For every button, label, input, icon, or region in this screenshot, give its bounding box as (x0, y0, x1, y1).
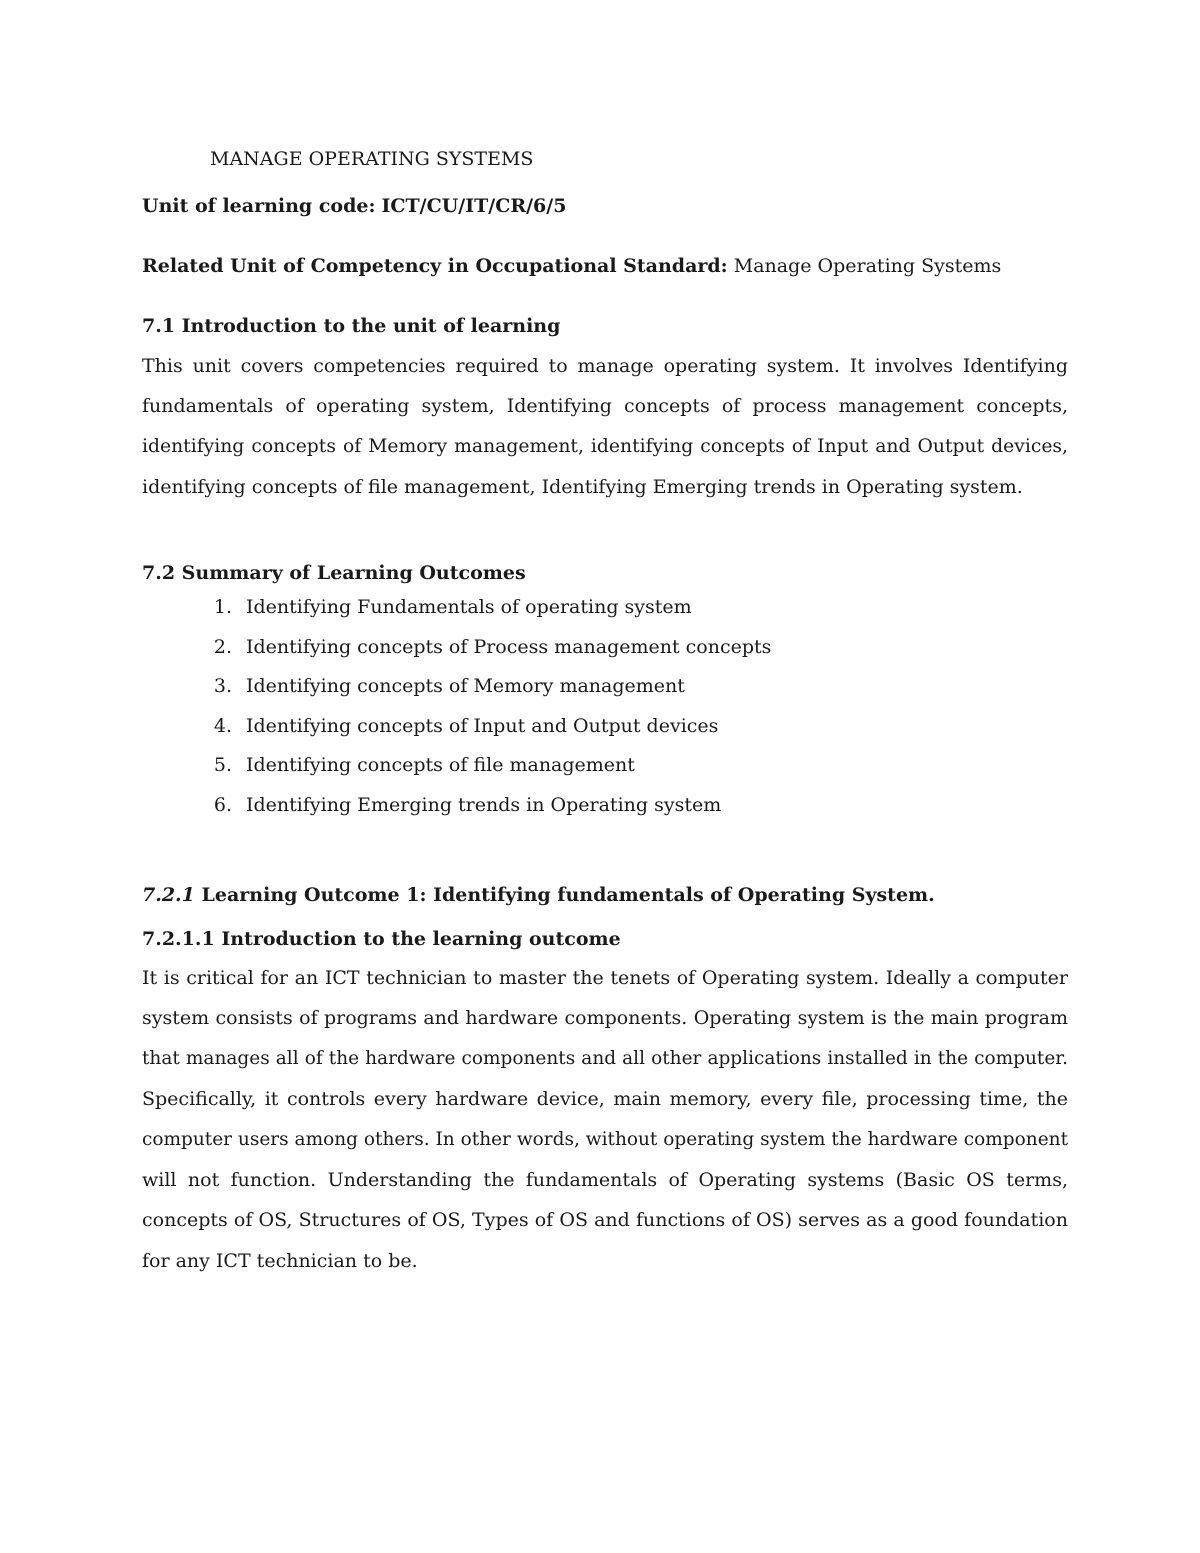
related-unit-label: Related Unit of Competency in Occupational Standard: (142, 255, 728, 277)
section-7-2-1-1-heading: 7.2.1.1 Introduction to the learning outcome (142, 928, 621, 950)
unit-code-line (142, 195, 566, 217)
list-item-text: Identifying concepts of file management (246, 754, 635, 777)
section-7-2-1-1-paragraph (142, 958, 1068, 1281)
list-item-text: Identifying Fundamentals of operating system (246, 596, 692, 618)
unit-code-value: ICT/CU/IT/CR/6/5 (381, 195, 567, 217)
list-item-number: 5. (213, 754, 232, 777)
paragraph-line: It is critical for an ICT technician to master the tenets of Operating system. Ideally a computer (142, 967, 1068, 989)
list-item-number: 2. (213, 635, 232, 658)
paragraph-line: that manages all of the hardware components and all other applications installed in the computer. (142, 1047, 1068, 1069)
section-7-2-heading: 7.2 Summary of Learning Outcomes (142, 562, 526, 584)
paragraph-line: fundamentals of operating system, Identifying concepts of process management concepts, (142, 395, 1068, 418)
related-unit-value: Manage Operating Systems (733, 255, 1002, 277)
paragraph-line: concepts of OS, Structures of OS, Types of OS and functions of OS) serves as a good foundation (142, 1209, 1068, 1232)
list-item-number: 3. (213, 675, 232, 698)
list-item-number: 1. (213, 596, 232, 618)
document-title: MANAGE OPERATING SYSTEMS (210, 148, 534, 170)
list-item-text: Identifying concepts of Process management concepts (246, 635, 772, 658)
paragraph-line: identifying concepts of file management, Identifying Emerging trends in Operating system. (142, 476, 1023, 499)
paragraph-line: This unit covers competencies required to manage operating system. It involves Identifying (142, 355, 1068, 377)
unit-code-label: Unit of learning code: (142, 195, 376, 217)
paragraph-line: identifying concepts of Memory management, identifying concepts of Input and Output devices, (142, 435, 1068, 457)
list-item-number: 6. (213, 793, 232, 816)
section-7-2-1-title: Learning Outcome 1: Identifying fundamentals of Operating System. (201, 884, 935, 906)
list-item-text: Identifying Emerging trends in Operating system (246, 793, 722, 816)
paragraph-line: Specifically, it controls every hardware device, main memory, every file, processing time, the (142, 1088, 1068, 1111)
paragraph-line: system consists of programs and hardware components. Operating system is the main program (142, 1007, 1068, 1030)
paragraph-line: for any ICT technician to be. (142, 1249, 418, 1272)
document-page (142, 0, 1068, 1553)
section-7-2-1-number: 7.2.1 (142, 884, 195, 906)
section-7-1-paragraph (142, 346, 1068, 508)
related-unit-line (142, 255, 1001, 277)
paragraph-line: will not function. Understanding the fundamentals of Operating systems (Basic OS terms, (142, 1168, 1068, 1191)
list-item-number: 4. (213, 714, 232, 737)
section-7-1-heading: 7.1 Introduction to the unit of learning (142, 315, 561, 337)
list-item-text: Identifying concepts of Memory management (246, 675, 685, 698)
section-7-2-1-heading (142, 884, 935, 906)
paragraph-line: computer users among others. In other words, without operating system the hardware component (142, 1128, 1068, 1150)
list-item-text: Identifying concepts of Input and Output devices (246, 714, 719, 737)
